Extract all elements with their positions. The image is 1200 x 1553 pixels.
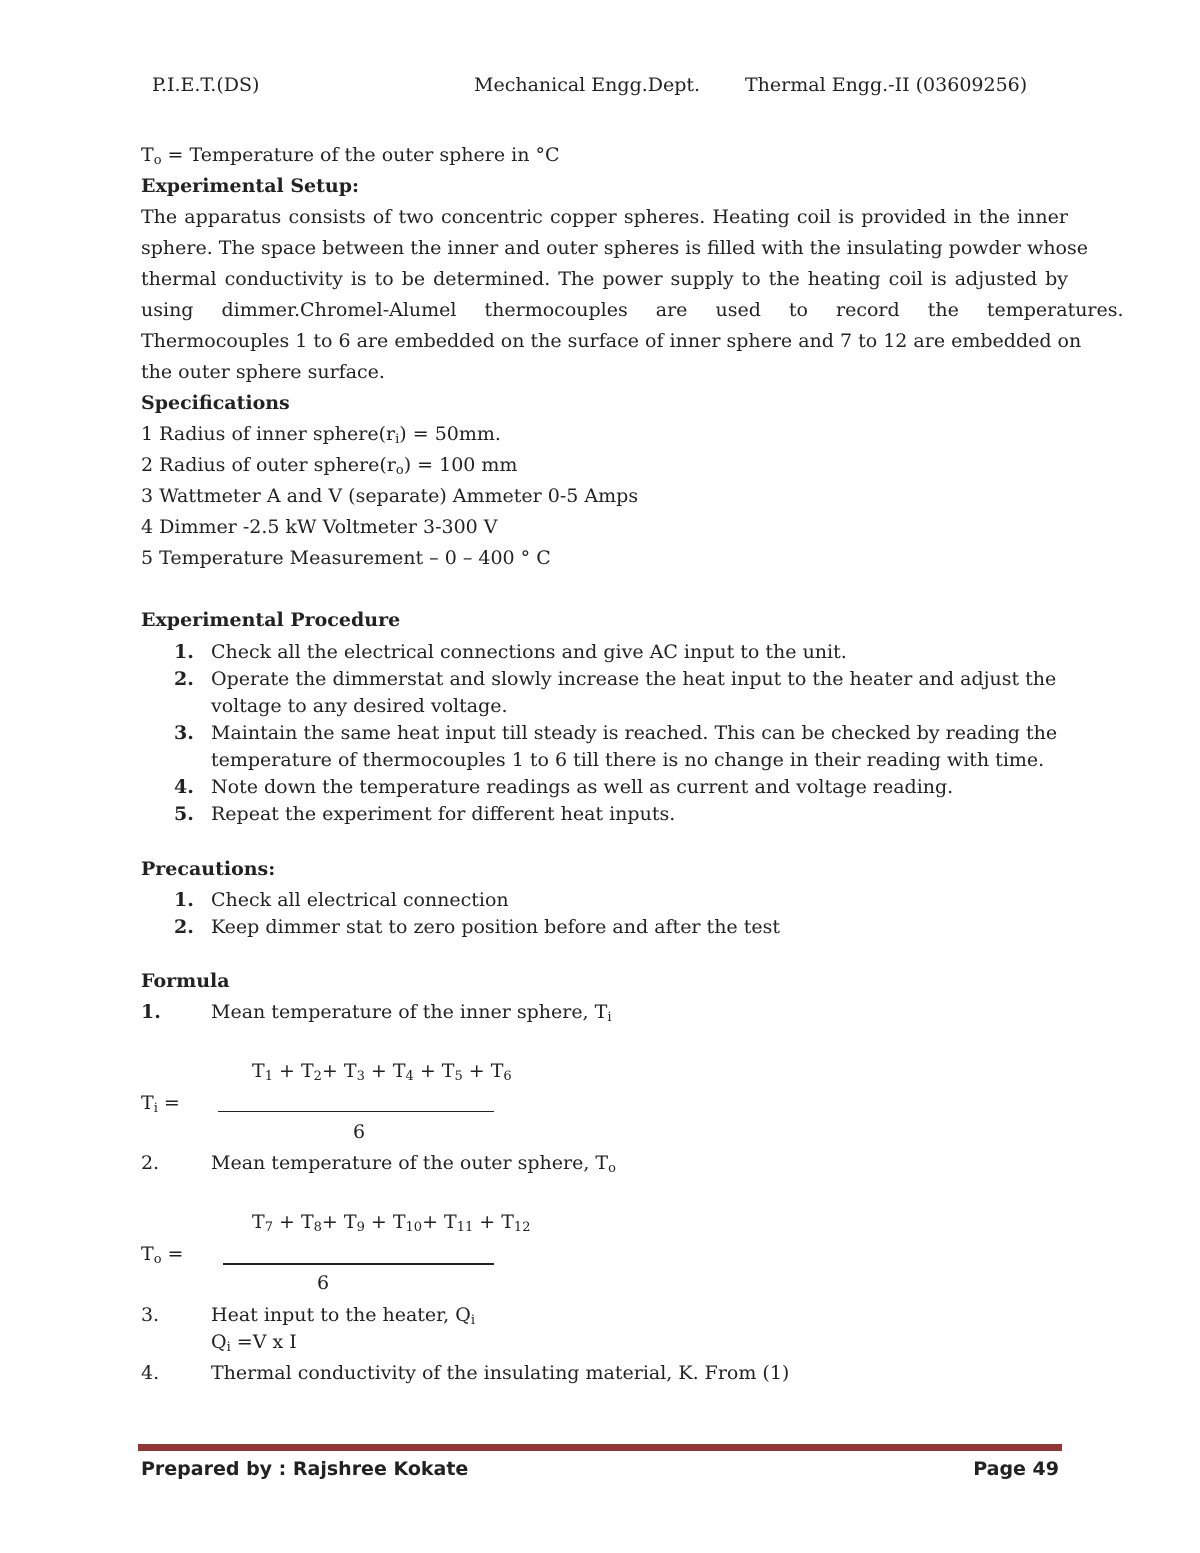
to-term-5: 11 xyxy=(456,1220,474,1235)
ti-lhs-sub: i xyxy=(153,1101,158,1116)
formula-1-sub: i xyxy=(607,1010,612,1025)
spec-item-2-text: 2 Radius of outer sphere(r xyxy=(141,454,396,476)
procedure-step-3-line-2: temperature of thermocouples 1 to 6 till there is no change in their reading with time. xyxy=(211,749,1045,771)
formula-1-text: Mean temperature of the inner sphere, T xyxy=(211,1001,608,1023)
procedure-step-3-number: 3. xyxy=(174,722,194,744)
ti-term-1: 1 xyxy=(264,1069,273,1084)
formula-2-text: Mean temperature of the outer sphere, T xyxy=(211,1152,609,1174)
setup-line-5: Thermocouples 1 to 6 are embedded on the surface of inner sphere and 7 to 12 are embedded on xyxy=(141,330,1082,352)
procedure-step-4: Note down the temperature readings as well as current and voltage reading. xyxy=(211,776,954,798)
specifications-heading: Specifications xyxy=(141,392,290,414)
formula-4-number: 4. xyxy=(141,1362,160,1384)
precautions-heading: Precautions: xyxy=(141,858,276,880)
to-term-6: 12 xyxy=(513,1220,531,1235)
spec-item-3: 3 Wattmeter A and V (separate) Ammeter 0-5 Amps xyxy=(141,485,639,507)
setup-heading: Experimental Setup: xyxy=(141,175,360,197)
spec-item-2-sub: o xyxy=(395,463,404,478)
to-fraction-bar xyxy=(223,1263,494,1265)
formula-3-text: Heat input to the heater, Q xyxy=(211,1304,471,1326)
procedure-step-1: Check all the electrical connections and give AC input to the unit. xyxy=(211,641,847,663)
procedure-step-5: Repeat the experiment for different heat inputs. xyxy=(211,803,676,825)
ti-term-3: 3 xyxy=(356,1069,365,1084)
to-denominator: 6 xyxy=(317,1272,330,1294)
footer-prepared-by: Prepared by : Rajshree Kokate xyxy=(141,1458,469,1480)
formula-1-description xyxy=(211,1001,611,1025)
spec-item-1 xyxy=(141,423,501,447)
formula-4-description: Thermal conductivity of the insulating material, K. From (1) xyxy=(211,1362,790,1384)
ti-numerator: $T_1 + T_2+ T_3 + T_4 + T_5 + T_6$ xyxy=(252,1060,512,1084)
precaution-1: Check all electrical connection xyxy=(211,889,509,911)
formula-1-number: 1. xyxy=(141,1001,161,1023)
formula-3-number: 3. xyxy=(141,1304,160,1326)
procedure-step-2-number: 2. xyxy=(174,668,194,690)
setup-line-6: the outer sphere surface. xyxy=(141,361,385,383)
header-department: Mechanical Engg.Dept. xyxy=(474,74,701,96)
procedure-step-1-number: 1. xyxy=(174,641,194,663)
ti-fraction-bar xyxy=(218,1111,494,1112)
procedure-heading: Experimental Procedure xyxy=(141,609,401,631)
procedure-step-4-number: 4. xyxy=(174,776,194,798)
spec-item-5: 5 Temperature Measurement – 0 – 400 ° C xyxy=(141,547,551,569)
header-course: Thermal Engg.-II (03609256) xyxy=(745,74,1028,96)
formula-heading: Formula xyxy=(141,970,230,992)
spec-item-1-value: ) = 50mm. xyxy=(399,423,501,445)
ti-term-2: 2 xyxy=(313,1069,322,1084)
to-term-4: 10 xyxy=(405,1220,423,1235)
formula-3-equation: $Q_i =V$ x I xyxy=(211,1331,297,1355)
to-lhs: $T_o$ = xyxy=(141,1243,184,1267)
procedure-step-2-line-1: Operate the dimmerstat and slowly increase the heat input to the heater and adjust the xyxy=(211,668,1057,690)
to-definition-text: = Temperature of the outer sphere in °C xyxy=(161,144,560,166)
procedure-step-2-line-2: voltage to any desired voltage. xyxy=(211,695,508,717)
formula-3-sub: i xyxy=(470,1313,475,1328)
ti-denominator: 6 xyxy=(353,1121,366,1143)
header-institute: P.I.E.T.(DS) xyxy=(152,74,260,96)
formula-3-description xyxy=(211,1304,475,1328)
spec-item-2 xyxy=(141,454,517,478)
procedure-step-3-line-1: Maintain the same heat input till steady is reached. This can be checked by reading the xyxy=(211,722,1058,744)
setup-line-4: using dimmer.Chromel-Alumel thermocouples are used to record the temperatures. xyxy=(141,299,1124,321)
formula-2-description xyxy=(211,1152,616,1176)
to-term-2: 8 xyxy=(313,1220,322,1235)
setup-line-1: The apparatus consists of two concentric copper spheres. Heating coil is provided in the inner xyxy=(141,206,1068,228)
precaution-1-number: 1. xyxy=(174,889,194,911)
spec-item-4: 4 Dimmer -2.5 kW Voltmeter 3-300 V xyxy=(141,516,498,538)
setup-line-2: sphere. The space between the inner and outer spheres is filled with the insulating powder whose xyxy=(141,237,1088,259)
outer-temp-definition xyxy=(141,144,560,168)
precaution-2-number: 2. xyxy=(174,916,194,938)
to-lhs-sub: o xyxy=(153,1252,162,1267)
footer-page-number: Page 49 xyxy=(973,1458,1059,1480)
ti-term-6: 6 xyxy=(503,1069,512,1084)
spec-item-2-value: ) = 100 mm xyxy=(403,454,518,476)
spec-item-1-text: 1 Radius of inner sphere(r xyxy=(141,423,396,445)
to-symbol: T xyxy=(141,144,154,166)
ti-term-5: 5 xyxy=(454,1069,463,1084)
formula-2-sub: o xyxy=(608,1161,616,1176)
procedure-step-5-number: 5. xyxy=(174,803,194,825)
formula-3-eq-sub: i xyxy=(226,1340,231,1355)
to-term-3: 9 xyxy=(356,1220,365,1235)
ti-lhs: $T_i$ = xyxy=(141,1092,180,1116)
spec-item-1-sub: i xyxy=(395,432,400,447)
to-numerator: $T_7 + T_8+ T_9 + T_{10}+ T_{11} + T_{12}$ xyxy=(252,1211,531,1235)
to-term-1: 7 xyxy=(264,1220,273,1235)
formula-2-number: 2. xyxy=(141,1152,160,1174)
ti-term-4: 4 xyxy=(405,1069,414,1084)
footer-divider xyxy=(138,1444,1062,1451)
to-symbol-sub: o xyxy=(153,153,162,168)
precaution-2: Keep dimmer stat to zero position before and after the test xyxy=(211,916,780,938)
setup-line-3: thermal conductivity is to be determined. The power supply to the heating coil is adjusted by xyxy=(141,268,1068,290)
